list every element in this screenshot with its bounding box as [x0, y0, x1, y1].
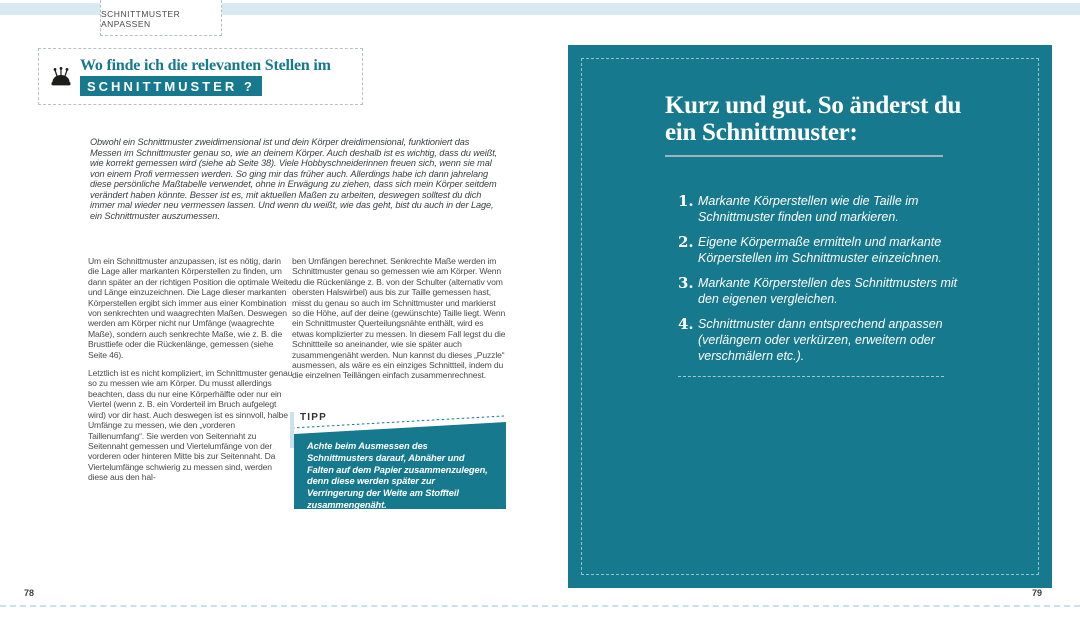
- right-column: [292, 256, 506, 389]
- left-column: [88, 256, 293, 491]
- step-text: Markante Körperstellen wie die Taille im Schnittmuster finden und markieren.: [698, 194, 919, 224]
- page-title: [80, 57, 331, 96]
- summary-box: [568, 45, 1052, 588]
- chapter-tab-label: SCHNITTMUSTER ANPASSEN: [101, 9, 181, 29]
- page-title-line1: Wo finde ich die relevanten Stellen im: [80, 57, 331, 74]
- summary-title-rule: [665, 155, 943, 157]
- steps-list: [678, 193, 978, 373]
- page-number-left: 78: [24, 588, 35, 598]
- left-column-para1: Um ein Schnittmuster anzupassen, ist es nötig, darin die Lage aller markanten Körperstellen zu finden, um dann später an der richtigen Position die optimale Weite und Länge einzuzeichnen. Die Lage dieser markanten Körperstellen ergibt sich immer aus einer Kombination von senkrechten und waagrechten Maßen. Deswegen werden am Körper nicht nur Umfänge (waagrechte Maße), sondern auch senkrechte Maße, wie z. B. die Brusttiefe oder die Rückenlänge, gemessen (siehe Seite 46).: [88, 256, 293, 360]
- step-text: Markante Körperstellen des Schnittmusters mit den eigenen vergleichen.: [698, 276, 958, 306]
- page-number-right: 79: [1032, 588, 1043, 598]
- intro-paragraph: Obwohl ein Schnittmuster zweidimensional ist und dein Körper dreidimensional, funktioniert das Messen im Schnittmuster genau so, wie an deinem Körper. Auch deshalb ist es wichtig, dass du weißt, wie korrekt gemessen wird (siehe ab Seite 38). Viele Hobbyschneiderinnen freuen sich, wenn sie mal von einem Profi vermessen werden. So ging mir das früher auch. Allerdings habe ich dann jahrelang diese persönliche Maßtabelle verwendet, ohne in Erwägung zu ziehen, dass sich mein Körper seitdem verändert haben könnte. Besser ist es, mit aktuellen Maßen zu arbeiten, deswegen solltest du dich immer mal wieder neu vermessen lassen. Und wenn du weißt, wie das geht, bist du auch in der Lage, ein Schnittmuster auszumessen.: [90, 137, 498, 221]
- steps-dashed-separator: [678, 376, 944, 377]
- list-item: [678, 193, 978, 225]
- step-number: 3.: [678, 274, 694, 292]
- list-item: [678, 275, 978, 307]
- pincushion-icon: [47, 66, 75, 88]
- tip-label: TIPP: [300, 412, 328, 423]
- step-number: 4.: [678, 315, 694, 333]
- step-number: 2.: [678, 233, 694, 251]
- bottom-dashed-rule: [0, 605, 1080, 607]
- chapter-tab: [100, 0, 222, 36]
- page-title-line2-chip: SCHNITTMUSTER ?: [80, 76, 262, 96]
- right-column-para: ben Umfängen berechnet. Senkrechte Maße werden im Schnittmuster genau so gemessen wie am Körper. Wenn du die Rückenlänge z. B. von der Schulter (alternativ vom obersten Halswirbel) aus bis zur Taille gemessen hast, misst du genau so auch im Schnittmuster und markierst so die Höhe, auf der deine (gewünschte) Taille liegt. Wenn ein Schnittmuster Querteilungsnähte enthält, wird es etwas komplizierter zu messen. In diesem Fall legst du die Schnittteile so aneinander, wie sie später auch zusammengenäht werden. Nun kannst du dieses „Puzzle“ ausmessen, als wäre es ein einziges Schnittteil, indem du die einzelnen Teillängen einfach zusammenrechnest.: [292, 256, 506, 381]
- left-column-para2: Letztlich ist es nicht kompliziert, im Schnittmuster genau so zu messen wie am Körper. Du musst allerdings beachten, dass du nur eine Körperhälfte oder nur ein Viertel (wenn z. B. ein Vorderteil im Bruch aufgelegt wird) vor dir hast. Auch deswegen ist es sinnvoll, halbe Umfänge zu messen, wie den „vorderen Taillenumfang“. Sie werden von Seitennaht zu Seitennaht gemessen und Viertelumfänge von der vorderen oder hinteren Mitte bis zur Seitennaht. Da Viertelumfänge schwierig zu messen sind, werden diese aus den hal-: [88, 368, 293, 483]
- summary-title-line1: Kurz und gut. So änderst du: [665, 92, 962, 119]
- list-item: [678, 234, 978, 266]
- step-text: Schnittmuster dann entsprechend anpassen (verlängern oder verkürzen, erweitern oder verschmälern etc.).: [698, 317, 943, 363]
- summary-title: [665, 92, 1005, 146]
- headline-box: [38, 48, 363, 105]
- tip-accent-bar: [290, 412, 294, 448]
- step-number: 1.: [678, 192, 694, 210]
- step-text: Eigene Körpermaße ermitteln und markante Körperstellen im Schnittmuster einzeichnen.: [698, 235, 942, 265]
- tip-text: Achte beim Ausmessen des Schnittmusters darauf, Abnäher und Falten auf dem Papier zusammenzulegen, denn diese werden später zur Verringerung der Weite am Stoffteil zusammengenäht.: [307, 441, 488, 510]
- tip-box: [290, 408, 506, 509]
- list-item: [678, 316, 978, 364]
- summary-title-line2: ein Schnittmuster:: [665, 119, 858, 146]
